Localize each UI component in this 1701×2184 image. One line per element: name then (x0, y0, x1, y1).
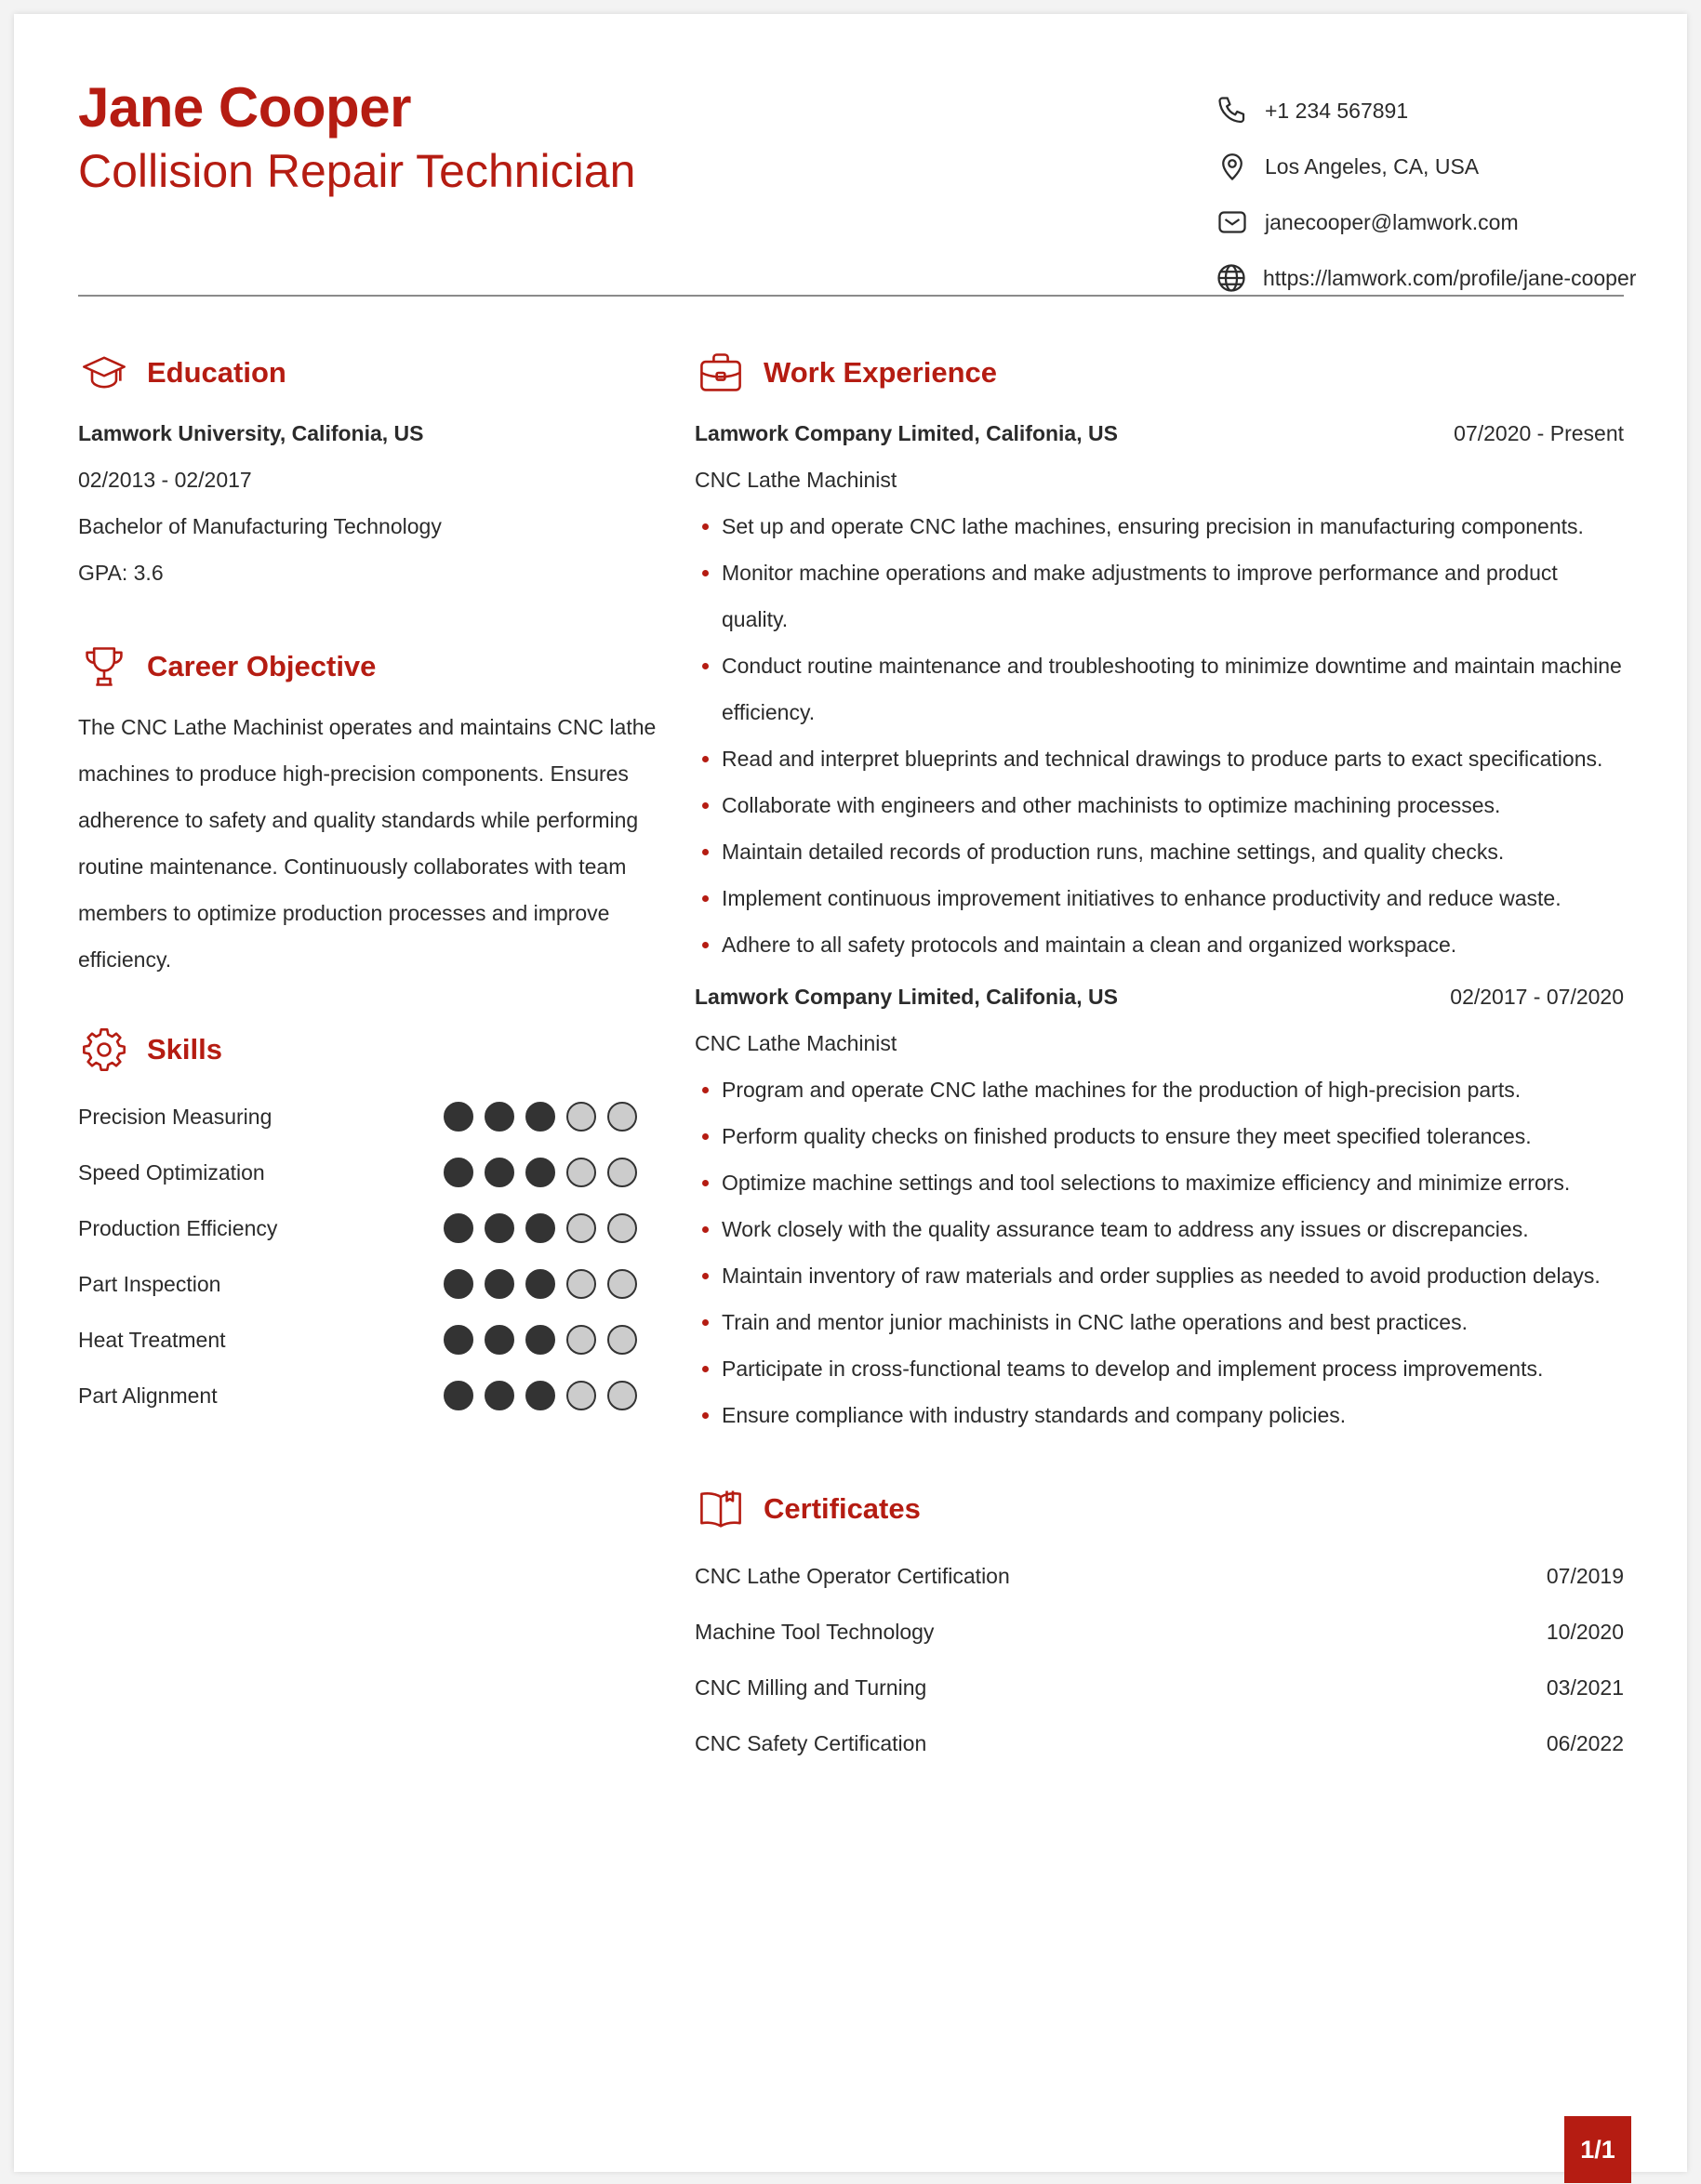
rating-dot-empty (607, 1102, 637, 1132)
education-dates: 02/2013 - 02/2017 (78, 468, 252, 492)
skill-rating (444, 1269, 637, 1299)
rating-dot-filled (525, 1269, 555, 1299)
rating-dot-empty (566, 1213, 596, 1243)
rating-dot-filled (525, 1325, 555, 1355)
rating-dot-filled (444, 1213, 473, 1243)
rating-dot-empty (607, 1213, 637, 1243)
objective-line: adherence to safety and quality standards while performing (78, 808, 639, 832)
certificate-date: 10/2020 (1546, 1619, 1624, 1644)
contact-website[interactable] (1215, 250, 1637, 306)
skills-list (78, 1089, 636, 1423)
certificate-name: CNC Milling and Turning (695, 1674, 927, 1700)
contact-location (1215, 139, 1624, 194)
rating-dot-empty (607, 1381, 637, 1410)
candidate-title: Collision Repair Technician (78, 145, 636, 197)
certificate-date: 06/2022 (1546, 1730, 1624, 1755)
contact-phone (1215, 83, 1624, 139)
rating-dot-filled (485, 1381, 514, 1410)
rating-dot-filled (485, 1158, 514, 1187)
rating-dot-empty (607, 1158, 637, 1187)
job-entry (695, 410, 1624, 968)
skill-row (78, 1368, 636, 1423)
phone-text: +1 234 567891 (1265, 98, 1409, 123)
job-bullet: Optimize machine settings and tool selections to maximize efficiency and minimize errors. (695, 1159, 1624, 1206)
rating-dot-filled (525, 1381, 555, 1410)
website-link[interactable]: https://lamwork.com/profile/jane-cooper (1263, 265, 1637, 290)
objective-title: Career Objective (147, 650, 377, 682)
job-bullet: Monitor machine operations and make adjustments to improve performance and product quality. (695, 549, 1624, 642)
certificates-title: Certificates (764, 1492, 921, 1525)
objective-line: members to optimize production processes and improve (78, 901, 610, 925)
location-pin-icon (1215, 149, 1250, 184)
rating-dot-filled (525, 1102, 555, 1132)
jobs-list (695, 410, 1624, 1438)
education-school: Lamwork University, Califonia, US (78, 421, 424, 445)
rating-dot-filled (444, 1102, 473, 1132)
rating-dot-filled (444, 1158, 473, 1187)
work-heading (695, 343, 1624, 403)
skills-heading (78, 1020, 636, 1079)
left-column (78, 343, 657, 1423)
job-bullet: Adhere to all safety protocols and maintain a clean and organized workspace. (695, 921, 1624, 968)
location-text: Los Angeles, CA, USA (1265, 153, 1480, 179)
right-column (695, 343, 1624, 1771)
objective-line: machines to produce high-precision components. Ensures (78, 761, 629, 786)
rating-dot-filled (485, 1102, 514, 1132)
certificate-row (695, 1604, 1624, 1660)
objective-line: The CNC Lathe Machinist operates and maintains CNC lathe (78, 715, 657, 739)
objective-section (78, 637, 657, 983)
briefcase-icon (695, 347, 747, 399)
job-bullet: Work closely with the quality assurance team to address any issues or discrepancies. (695, 1206, 1624, 1252)
skill-row (78, 1145, 636, 1200)
contact-list (1215, 83, 1637, 306)
rating-dot-filled (485, 1325, 514, 1355)
rating-dot-filled (485, 1213, 514, 1243)
skill-row (78, 1089, 636, 1145)
rating-dot-filled (525, 1158, 555, 1187)
job-bullet: Perform quality checks on finished products to ensure they meet specified tolerances. (695, 1113, 1624, 1159)
rating-dot-empty (566, 1158, 596, 1187)
certificate-row (695, 1548, 1624, 1604)
phone-icon (1215, 93, 1250, 128)
rating-dot-empty (566, 1269, 596, 1299)
job-bullets (695, 503, 1624, 968)
certificates-list (695, 1548, 1624, 1771)
rating-dot-empty (607, 1269, 637, 1299)
job-bullet: Program and operate CNC lathe machines for the production of high-precision parts. (695, 1066, 1624, 1113)
skill-rating (444, 1213, 637, 1243)
job-entry (695, 973, 1624, 1438)
objective-heading (78, 637, 636, 696)
job-bullet: Conduct routine maintenance and troubleshooting to minimize downtime and maintain machine (695, 642, 1624, 689)
certificate-row (695, 1660, 1624, 1715)
skill-row (78, 1256, 636, 1312)
skill-name: Precision Measuring (78, 1104, 272, 1129)
job-bullet: Set up and operate CNC lathe machines, ensuring precision in manufacturing components. (695, 503, 1624, 549)
rating-dot-empty (566, 1381, 596, 1410)
objective-paragraph (78, 704, 657, 983)
skill-name: Production Efficiency (78, 1215, 278, 1240)
objective-line: routine maintenance. Continuously collaborates with team (78, 854, 627, 879)
job-bullet: Maintain detailed records of production runs, machine settings, and quality checks. (695, 828, 1624, 875)
resume-header (78, 66, 1637, 297)
skill-name: Heat Treatment (78, 1327, 226, 1352)
job-bullet: Ensure compliance with industry standards and company policies. (695, 1392, 1624, 1438)
certificate-row (695, 1715, 1624, 1771)
gear-icon (78, 1024, 130, 1076)
skill-name: Part Inspection (78, 1271, 221, 1296)
mail-icon (1215, 205, 1250, 240)
job-bullet: Read and interpret blueprints and technical drawings to produce parts to exact specifications. (695, 735, 1624, 782)
certificate-name: Machine Tool Technology (695, 1619, 935, 1644)
job-bullets (695, 1066, 1624, 1438)
rating-dot-empty (566, 1325, 596, 1355)
rating-dot-filled (444, 1381, 473, 1410)
email-text[interactable]: janecooper@lamwork.com (1265, 209, 1519, 234)
skills-title: Skills (147, 1033, 222, 1066)
trophy-icon (78, 641, 130, 693)
job-company: Lamwork Company Limited, Califonia, US (695, 985, 1118, 1009)
education-gpa: GPA: 3.6 (78, 561, 164, 585)
rating-dot-filled (444, 1325, 473, 1355)
candidate-name: Jane Cooper (78, 76, 411, 139)
education-degree: Bachelor of Manufacturing Technology (78, 514, 442, 538)
job-header (695, 410, 1624, 457)
skill-rating (444, 1325, 637, 1355)
skill-rating (444, 1381, 637, 1410)
education-title: Education (147, 356, 286, 389)
skill-rating (444, 1102, 637, 1132)
rating-dot-filled (485, 1269, 514, 1299)
job-bullet: Implement continuous improvement initiatives to enhance productivity and reduce waste. (695, 875, 1624, 921)
job-bullet: Train and mentor junior machinists in CNC lathe operations and best practices. (695, 1299, 1624, 1345)
page-indicator[interactable]: 1/1 (1564, 2116, 1631, 2183)
objective-line: efficiency. (78, 947, 172, 972)
globe-icon (1215, 260, 1248, 296)
job-role: CNC Lathe Machinist (695, 468, 897, 492)
rating-dot-filled (444, 1269, 473, 1299)
rating-dot-filled (525, 1213, 555, 1243)
education-heading (78, 343, 636, 403)
skills-section (78, 1020, 636, 1423)
skill-rating (444, 1158, 637, 1187)
skill-row (78, 1312, 636, 1368)
rating-dot-empty (566, 1102, 596, 1132)
job-company: Lamwork Company Limited, Califonia, US (695, 421, 1118, 445)
job-header (695, 973, 1624, 1020)
job-bullet: Participate in cross-functional teams to develop and implement process improvements. (695, 1345, 1624, 1392)
work-title: Work Experience (764, 356, 997, 389)
job-bullet: Maintain inventory of raw materials and order supplies as needed to avoid production delays. (695, 1252, 1624, 1299)
rating-dot-empty (607, 1325, 637, 1355)
job-role: CNC Lathe Machinist (695, 1031, 897, 1055)
work-section (695, 343, 1624, 1438)
graduation-cap-icon (78, 347, 130, 399)
certificate-name: CNC Safety Certification (695, 1730, 927, 1755)
resume-page (14, 14, 1687, 2172)
job-dates: 07/2020 - Present (1454, 421, 1624, 445)
skill-name: Part Alignment (78, 1383, 218, 1408)
job-dates: 02/2017 - 07/2020 (1450, 985, 1624, 1009)
education-section (78, 343, 636, 596)
certificate-date: 03/2021 (1546, 1674, 1624, 1700)
certificate-date: 07/2019 (1546, 1563, 1624, 1588)
skill-row (78, 1200, 636, 1256)
job-bullet: efficiency. (722, 700, 816, 724)
certificates-section (695, 1479, 1624, 1771)
job-bullet: Collaborate with engineers and other machinists to optimize machining processes. (695, 782, 1624, 828)
skill-name: Speed Optimization (78, 1159, 265, 1185)
contact-email[interactable] (1215, 194, 1624, 250)
certificate-name: CNC Lathe Operator Certification (695, 1563, 1010, 1588)
book-icon (695, 1483, 747, 1535)
certificates-heading (695, 1479, 1624, 1539)
